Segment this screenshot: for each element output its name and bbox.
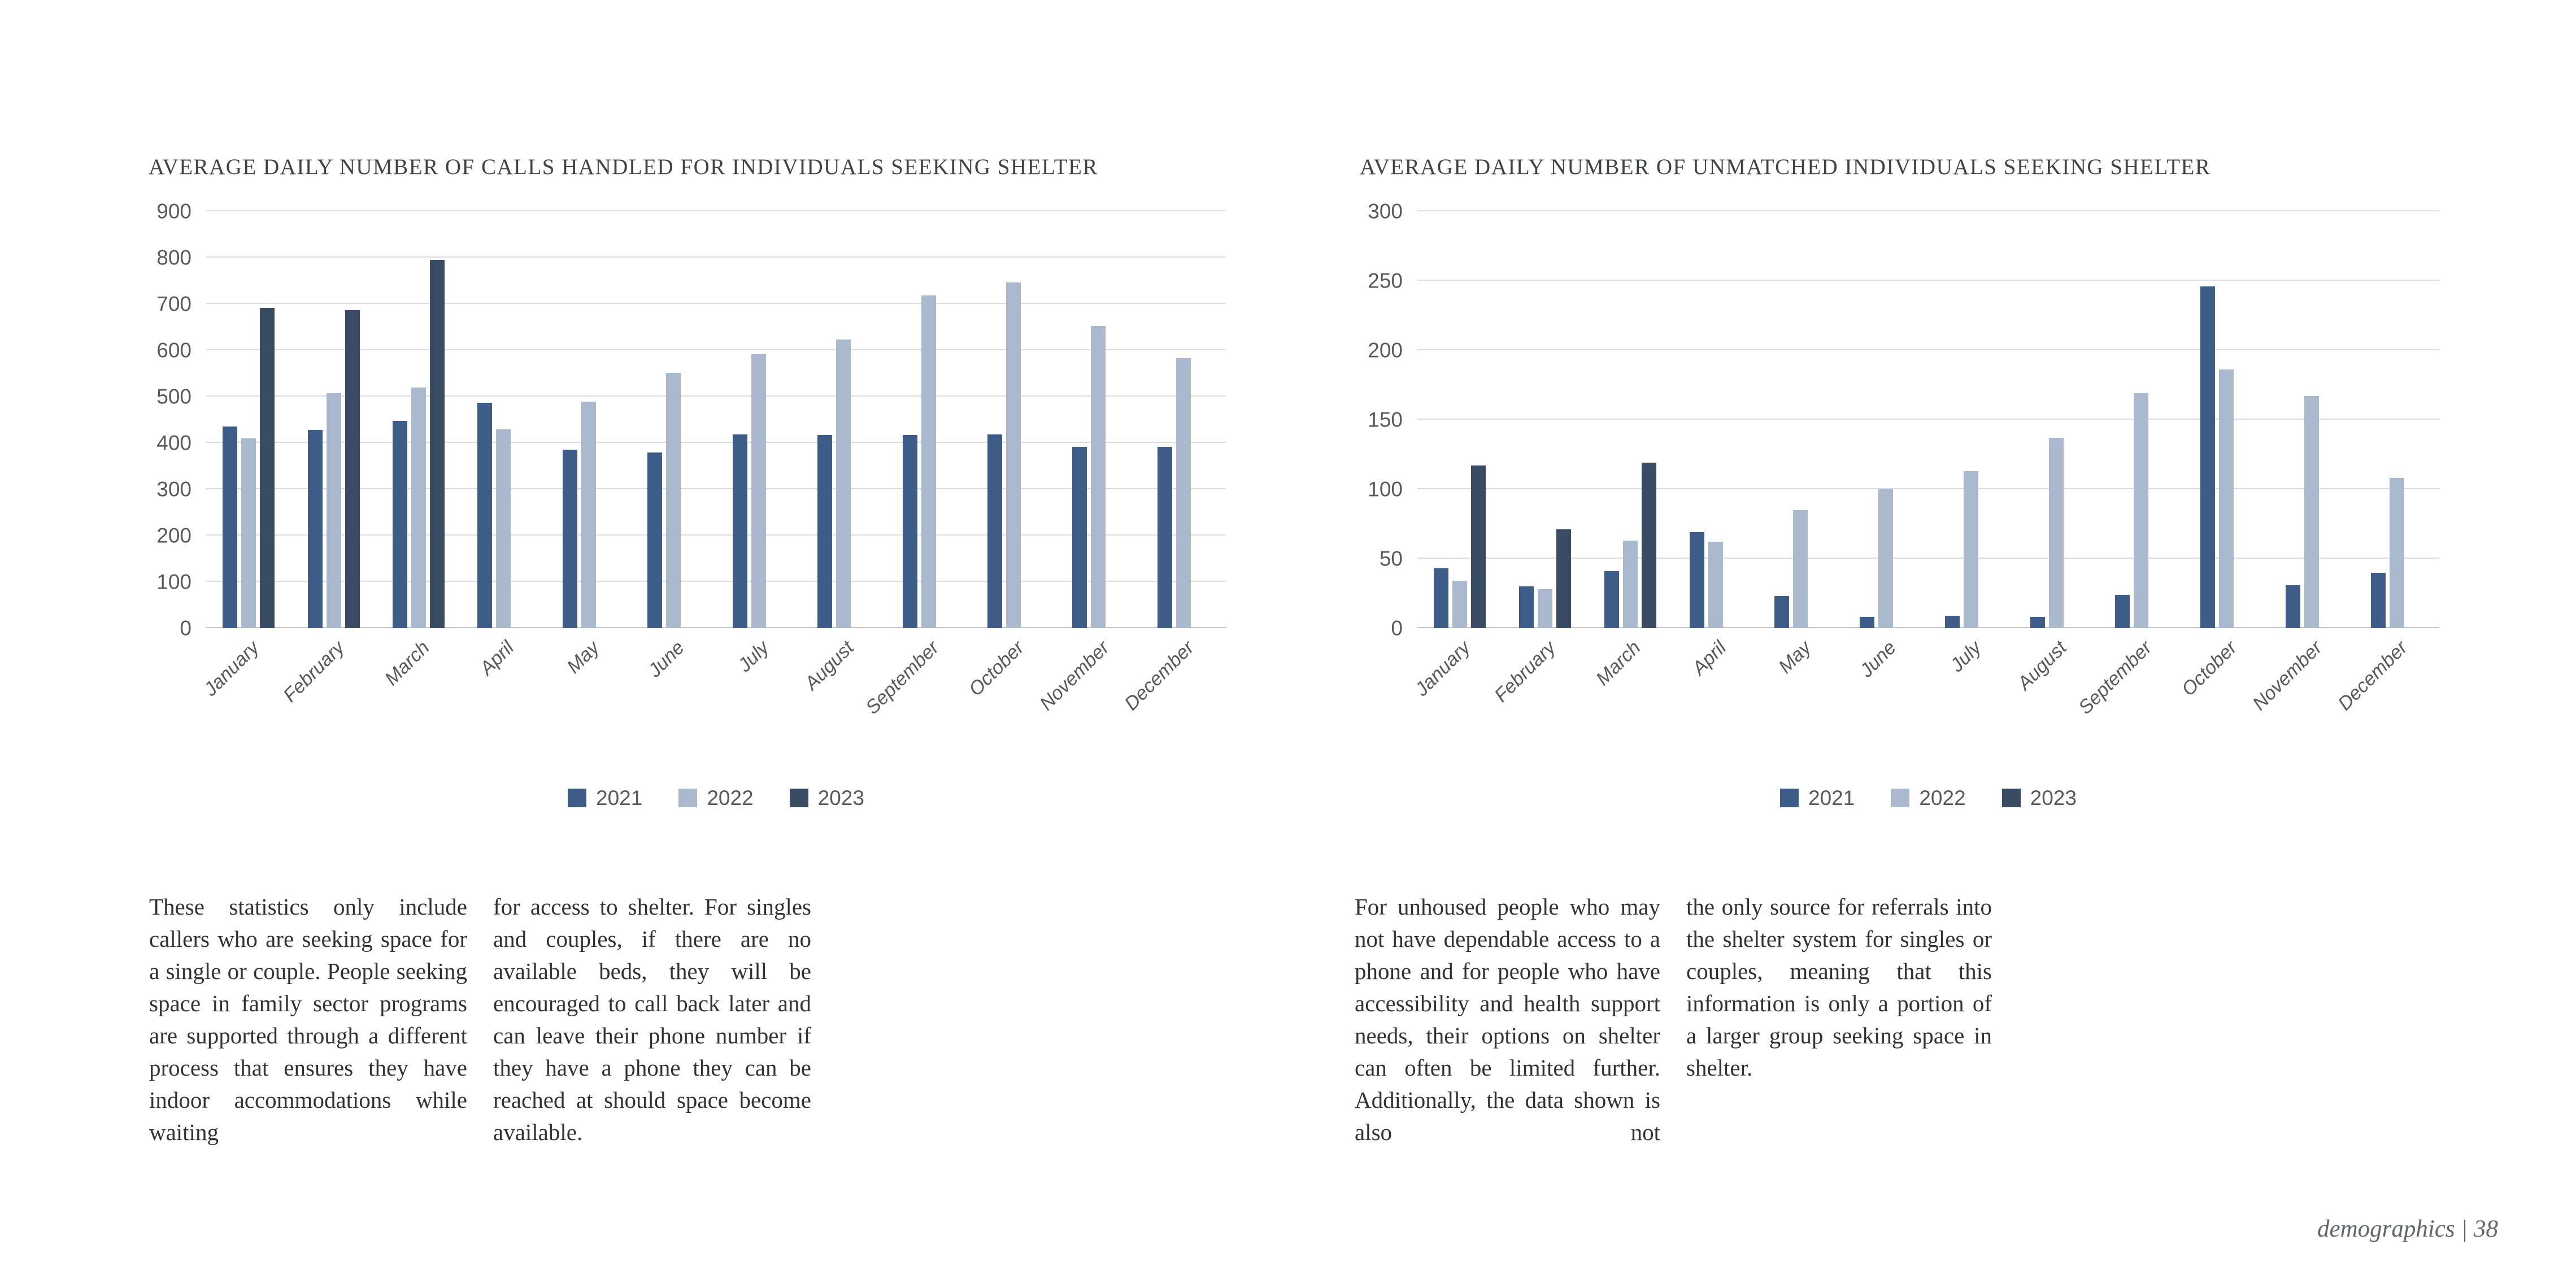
bar-group-June <box>1843 211 1929 628</box>
bar-group-April <box>461 211 546 628</box>
legend-swatch-2022 <box>678 789 697 807</box>
y-tick-label: 300 <box>156 477 192 501</box>
legend-item-2021 <box>568 787 642 808</box>
bar-2021-September <box>903 435 917 628</box>
bar-2022-November <box>1091 326 1106 628</box>
bar-2021-May <box>563 450 577 628</box>
bar-groups <box>206 211 1226 628</box>
bar-2021-October <box>987 434 1002 628</box>
bar-group-July <box>716 211 801 628</box>
bar-2021-November <box>1072 447 1087 628</box>
text-column: These statistics only include callers who are seeking space for a single or couple. People seeking space in family sector programs are supported through a different process that ensures they have indoor accommodations while waiting <box>149 894 467 1145</box>
text-column: For unhoused people who may not have dependable access to a phone and for people who have accessibility and health support needs, their options on shelter can often be limited further. Additionally, the data shown is also not <box>1355 894 1660 1145</box>
legend-label-2023: 2023 <box>817 786 864 810</box>
bar-2021-February <box>308 430 323 628</box>
bar-group-February <box>1503 211 1588 628</box>
bar-2022-October <box>1006 282 1021 628</box>
legend-item-2022 <box>678 787 753 808</box>
bar-2022-February <box>1538 589 1552 628</box>
bar-2021-August <box>2030 617 2045 628</box>
bar-2023-January <box>260 308 275 628</box>
plot-area <box>1368 199 2439 640</box>
bar-2021-July <box>1945 616 1960 628</box>
x-label-May: May <box>1774 637 1816 678</box>
bar-2022-April <box>1708 542 1723 628</box>
y-tick-label: 100 <box>1368 477 1403 501</box>
bar-2023-February <box>1556 529 1571 628</box>
bar-2021-December <box>1158 447 1172 628</box>
y-tick-label: 250 <box>1368 269 1403 293</box>
bar-2022-October <box>2219 369 2234 628</box>
bar-2022-August <box>836 340 851 628</box>
bar-2021-April <box>477 403 492 628</box>
bar-group-May <box>546 211 631 628</box>
y-tick-label: 0 <box>1391 616 1403 640</box>
x-label-February: February <box>279 637 349 707</box>
bar-2021-June <box>1860 617 1874 628</box>
bar-group-August <box>2013 211 2099 628</box>
y-tick-label: 200 <box>156 524 192 547</box>
legend-item-2023 <box>2002 787 2077 808</box>
x-label-December: December <box>1120 637 1199 715</box>
x-label-April: April <box>476 637 519 680</box>
x-label-November: November <box>2248 637 2327 715</box>
bar-group-August <box>801 211 886 628</box>
legend-label-2022: 2022 <box>707 786 754 810</box>
bar-2021-June <box>647 452 662 628</box>
x-axis-labels <box>1411 628 2439 763</box>
bar-2021-December <box>2371 573 2386 628</box>
legend-swatch-2021 <box>568 789 586 807</box>
legend-label-2022: 2022 <box>1919 786 1966 810</box>
legend-label-2021: 2021 <box>596 786 643 810</box>
bar-2021-November <box>2286 585 2300 628</box>
x-label-January: January <box>199 637 264 700</box>
bar-2021-September <box>2115 595 2130 628</box>
bar-2023-January <box>1471 465 1486 628</box>
x-label-June: June <box>1856 637 1901 682</box>
chart-unmatched-individuals <box>1360 154 2439 808</box>
x-label-February: February <box>1490 637 1560 707</box>
legend-swatch-2023 <box>790 789 808 807</box>
legend-item-2023 <box>790 787 864 808</box>
bar-group-July <box>1929 211 2014 628</box>
x-label-January: January <box>1411 637 1475 700</box>
chart-title: AVERAGE DAILY NUMBER OF CALLS HANDLED FOR INDIVIDUALS SEEKING SHELTER <box>149 155 1098 179</box>
y-tick-label: 700 <box>156 292 192 316</box>
bar-group-February <box>291 211 376 628</box>
bar-2022-August <box>2049 438 2064 628</box>
bar-group-June <box>631 211 716 628</box>
bar-group-March <box>376 211 461 628</box>
bar-group-October <box>971 211 1056 628</box>
bar-group-November <box>1056 211 1141 628</box>
text-column: for access to shelter. For singles and couples, if there are no available beds, they will be encouraged to call back later and can leave their phone number if they have a phone they can be reached at should space become available. <box>493 894 811 1145</box>
bar-2022-April <box>496 429 511 628</box>
legend-item-2021 <box>1780 787 1855 808</box>
y-tick-label: 300 <box>1368 199 1403 223</box>
bar-2022-March <box>411 388 426 628</box>
caption-calls-handled <box>149 891 811 1148</box>
bar-2022-November <box>2304 396 2319 628</box>
bar-2021-July <box>733 434 747 628</box>
bar-2022-July <box>1964 471 1978 628</box>
bar-group-May <box>1758 211 1843 628</box>
y-tick-label: 400 <box>156 431 192 455</box>
bar-groups <box>1417 211 2439 628</box>
x-label-May: May <box>562 637 604 678</box>
y-tick-label: 600 <box>156 338 192 362</box>
x-label-June: June <box>643 637 689 682</box>
y-tick-label: 900 <box>156 199 192 223</box>
x-label-September: September <box>2074 637 2156 719</box>
x-label-March: March <box>1592 637 1646 690</box>
bar-group-December <box>2354 211 2439 628</box>
bar-group-March <box>1588 211 1673 628</box>
x-label-August: August <box>2013 637 2071 695</box>
bar-2021-January <box>1434 568 1448 628</box>
page-footer: demographics | 38 <box>2317 1216 2498 1242</box>
bar-2021-October <box>2200 286 2215 628</box>
chart-legend <box>206 787 1226 808</box>
bar-group-April <box>1673 211 1758 628</box>
legend-swatch-2021 <box>1780 789 1799 807</box>
y-tick-label: 800 <box>156 246 192 269</box>
bar-2021-January <box>223 427 237 628</box>
plot-area <box>156 199 1226 640</box>
bar-2022-September <box>2134 393 2148 628</box>
bar-group-December <box>1141 211 1226 628</box>
bar-group-November <box>2269 211 2355 628</box>
bar-2022-June <box>1878 489 1893 628</box>
y-tick-label: 50 <box>1379 547 1403 571</box>
legend-label-2021: 2021 <box>1808 786 1855 810</box>
bar-2022-June <box>666 373 681 628</box>
bar-2021-March <box>393 421 407 628</box>
y-tick-label: 0 <box>180 616 192 640</box>
x-label-October: October <box>964 637 1029 700</box>
x-label-April: April <box>1687 637 1730 680</box>
bar-2023-March <box>430 260 445 628</box>
text-column: the only source for referrals into the shelter system for singles or couples, meaning that this information is only a portion of a larger group seeking space in shelter. <box>1686 894 1992 1081</box>
y-tick-label: 500 <box>156 385 192 408</box>
bar-2022-May <box>581 402 596 628</box>
y-tick-label: 100 <box>156 570 192 594</box>
bar-2021-April <box>1690 532 1704 628</box>
x-label-November: November <box>1035 637 1113 715</box>
legend-swatch-2023 <box>2002 789 2021 807</box>
y-tick-label: 150 <box>1368 408 1403 432</box>
bar-2023-February <box>345 310 360 628</box>
bar-2021-March <box>1604 571 1619 628</box>
legend-swatch-2022 <box>1891 789 1909 807</box>
x-axis-labels <box>199 628 1226 763</box>
bar-2021-February <box>1519 586 1534 628</box>
bar-2022-July <box>751 354 766 628</box>
bar-group-October <box>2184 211 2269 628</box>
bar-2022-September <box>921 295 936 628</box>
bar-group-September <box>886 211 971 628</box>
bar-2022-May <box>1793 510 1808 628</box>
bar-2021-August <box>817 435 832 628</box>
caption-unmatched-individuals <box>1355 891 1992 1148</box>
x-label-October: October <box>2177 637 2242 700</box>
chart-calls-handled <box>149 154 1226 808</box>
bar-2022-January <box>1452 581 1467 628</box>
bar-2022-December <box>2390 478 2404 628</box>
x-label-July: July <box>734 637 773 676</box>
bar-group-September <box>2099 211 2184 628</box>
bar-group-January <box>1417 211 1503 628</box>
chart-legend <box>1417 787 2439 808</box>
x-label-July: July <box>1946 637 1986 676</box>
legend-item-2022 <box>1891 787 1965 808</box>
legend-label-2023: 2023 <box>2030 786 2077 810</box>
x-label-December: December <box>2334 637 2412 715</box>
bar-2022-March <box>1623 541 1638 628</box>
bar-2023-March <box>1642 463 1656 628</box>
chart-title: AVERAGE DAILY NUMBER OF UNMATCHED INDIVIDUALS SEEKING SHELTER <box>1360 155 2211 179</box>
bar-group-January <box>206 211 291 628</box>
bar-2022-February <box>327 393 341 628</box>
x-label-March: March <box>380 637 434 690</box>
y-tick-label: 200 <box>1368 338 1403 362</box>
bar-2022-January <box>241 438 256 628</box>
bar-2021-May <box>1774 596 1789 628</box>
x-label-August: August <box>800 637 859 695</box>
bar-2022-December <box>1176 358 1191 628</box>
x-label-September: September <box>861 637 943 719</box>
